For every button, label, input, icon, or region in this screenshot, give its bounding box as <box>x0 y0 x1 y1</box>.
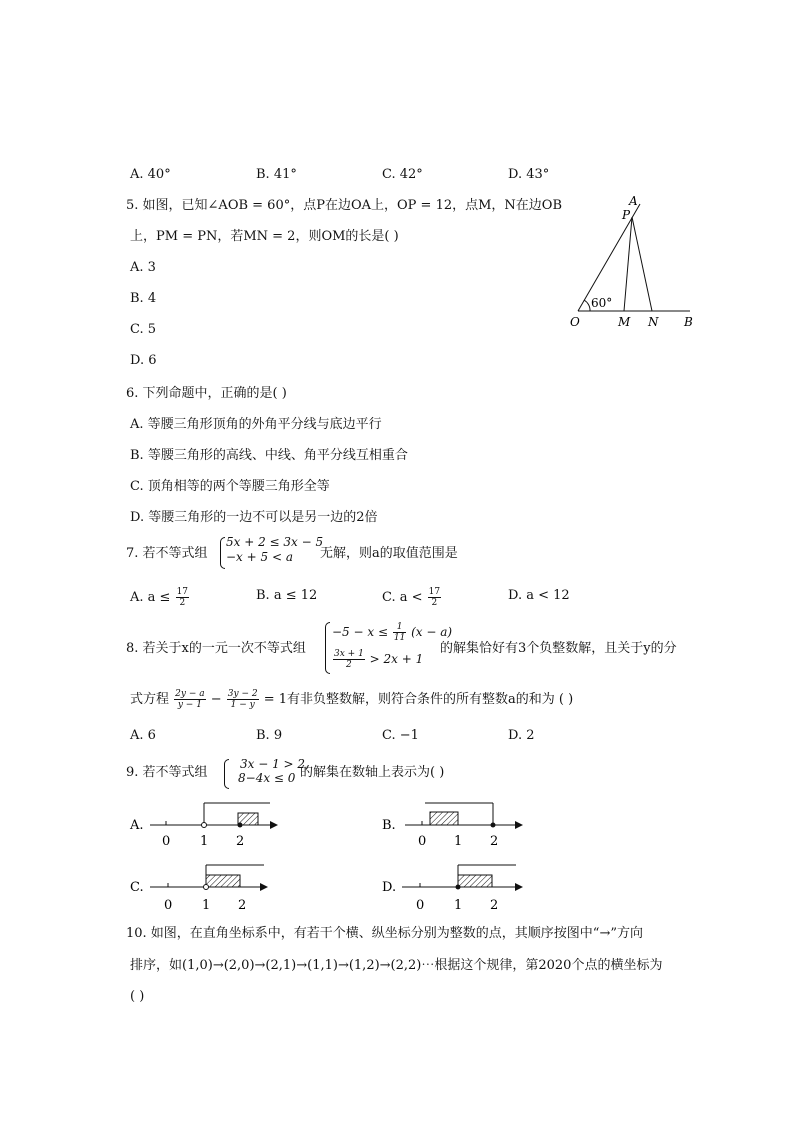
q8-ineq2-fraction <box>333 649 365 670</box>
q8-ineq2 <box>332 649 423 670</box>
q9-option-c-label: C. <box>130 880 144 895</box>
q8-line2-suffix: = 1有非负整数解，则符合条件的所有整数a的和为 ( ) <box>263 692 574 707</box>
q9-d-tick-2: 2 <box>490 898 499 913</box>
q8-line2 <box>130 689 573 710</box>
q5-choice-a: A. 3 <box>130 260 156 275</box>
q4-choice-a: A. 40° <box>130 167 171 182</box>
q8-fraction1-num: 2y − a <box>175 689 205 699</box>
q9-ineq2: 8−4x ≤ 0 <box>238 771 296 785</box>
q7-choice-a-fraction <box>176 587 189 608</box>
q9-c-tick-2: 2 <box>238 898 247 913</box>
q8-choice-c: C. −1 <box>382 728 419 743</box>
q9-option-a-label: A. <box>130 818 144 833</box>
q9-suffix: 的解集在数轴上表示为( ) <box>300 765 445 780</box>
q9-d-tick-1: 1 <box>454 898 463 913</box>
q10-line1: 10. 如图，在直角坐标系中，有若干个横、纵坐标分别为整数的点，其顺序按图中“→”方向 <box>126 926 643 941</box>
q10-line3: ( ) <box>130 989 145 1004</box>
q7-choice-c-den: 2 <box>431 598 438 608</box>
q10-line2: 排序，如(1,0)→(2,0)→(2,1)→(1,1)→(1,2)→(2,2)⋯根据这个规律，第2020个点的横坐标为 <box>130 958 663 973</box>
q7-choice-c-num: 17 <box>428 587 441 597</box>
q9-a-tick-0: 0 <box>162 834 171 849</box>
fig-label-b: B <box>684 315 693 329</box>
q9-c-tick-1: 1 <box>202 898 211 913</box>
fig-label-m: M <box>618 315 631 329</box>
q5-choice-d: D. 6 <box>130 353 157 368</box>
q7-choice-c <box>382 587 442 608</box>
q9-ineq1: 3x − 1 > 2, <box>240 757 309 771</box>
q5-choice-c: C. 5 <box>130 322 157 337</box>
q7-ineq1: 5x + 2 ≤ 3x − 5 <box>226 535 324 549</box>
q8-minus: − <box>210 692 222 707</box>
q7-choice-a-den: 2 <box>179 598 186 608</box>
q9-a-tick-2: 2 <box>236 834 245 849</box>
fig-label-o: O <box>570 315 580 329</box>
q8-suffix: 的解集恰好有3个负整数解，且关于y的分 <box>440 641 677 656</box>
fig-angle-label: 60° <box>591 296 613 310</box>
q8-choice-a: A. 6 <box>130 728 156 743</box>
q8-line2-prefix: 式方程 <box>130 692 170 707</box>
q7-choice-d: D. a < 12 <box>508 588 570 603</box>
q6-stem: 6. 下列命题中，正确的是( ) <box>126 386 287 401</box>
q8-brace <box>325 622 330 674</box>
q7-choice-c-fraction <box>428 587 441 608</box>
q7-suffix: 无解，则a的取值范围是 <box>320 546 458 561</box>
q9-prefix: 9. 若不等式组 <box>126 765 208 780</box>
q8-fraction1 <box>174 689 205 710</box>
q6-choice-a: A. 等腰三角形顶角的外角平分线与底边平行 <box>130 417 382 432</box>
q8-ineq1-fraction <box>393 622 406 643</box>
q4-choice-b: B. 41° <box>256 167 297 182</box>
q9-option-d-label: D. <box>382 880 397 895</box>
q5-stem-line2: 上，PM = PN，若MN = 2，则OM的长是( ) <box>130 229 399 244</box>
q8-fraction1-den: y − 1 <box>177 700 202 710</box>
q8-ineq1-num: 1 <box>393 622 406 633</box>
q6-choice-c: C. 顶角相等的两个等腰三角形全等 <box>130 479 330 494</box>
q9-c-tick-0: 0 <box>164 898 173 913</box>
q8-ineq2-den: 2 <box>346 660 352 670</box>
q4-choice-c: C. 42° <box>382 167 423 182</box>
q8-choice-b: B. 9 <box>256 728 283 743</box>
q5-choice-b: B. 4 <box>130 291 157 306</box>
q9-b-tick-2: 2 <box>490 834 499 849</box>
fig-label-n: N <box>648 315 659 329</box>
q9-number-lines <box>120 795 540 915</box>
q8-ineq1-right: (x − a) <box>411 625 453 639</box>
q7-brace <box>220 537 225 569</box>
q8-fraction2-num: 3y − 2 <box>227 689 258 699</box>
q6-choice-b: B. 等腰三角形的高线、中线、角平分线互相重合 <box>130 448 408 463</box>
q5-stem-line1: 5. 如图，已知∠AOB = 60°，点P在边OA上，OP = 12，点M，N在边OB <box>126 198 563 213</box>
q9-d-tick-0: 0 <box>416 898 425 913</box>
q8-fraction2-den: 1 − y <box>230 700 255 710</box>
q4-choice-d: D. 43° <box>508 167 550 182</box>
q8-ineq1 <box>332 622 452 643</box>
q8-choice-d: D. 2 <box>508 728 535 743</box>
q5-figure <box>560 190 710 335</box>
q9-brace <box>224 759 229 789</box>
q7-choice-a-num: 17 <box>176 587 189 597</box>
q8-ineq2-right: > 2x + 1 <box>369 652 424 666</box>
q8-ineq1-den: 11 <box>393 633 406 643</box>
fig-label-p: P <box>622 208 631 222</box>
fig-label-a: A <box>629 194 638 208</box>
q8-prefix: 8. 若关于x的一元一次不等式组 <box>126 641 306 656</box>
q7-choice-b: B. a ≤ 12 <box>256 588 318 603</box>
q7-choice-a-text: A. a ≤ <box>130 590 171 605</box>
q6-choice-d: D. 等腰三角形的一边不可以是另一边的2倍 <box>130 510 378 525</box>
q8-ineq1-left: −5 − x ≤ <box>332 625 389 639</box>
q8-ineq2-num: 3x + 1 <box>334 649 364 659</box>
q7-prefix: 7. 若不等式组 <box>126 546 208 561</box>
q9-b-tick-0: 0 <box>418 834 427 849</box>
q9-a-tick-1: 1 <box>200 834 209 849</box>
q9-option-b-label: B. <box>382 818 396 833</box>
q9-b-tick-1: 1 <box>454 834 463 849</box>
q7-choice-a <box>130 587 190 608</box>
q7-ineq2: −x + 5 < a <box>226 550 293 564</box>
q7-choice-c-text: C. a < <box>382 590 423 605</box>
q8-fraction2 <box>227 689 259 710</box>
